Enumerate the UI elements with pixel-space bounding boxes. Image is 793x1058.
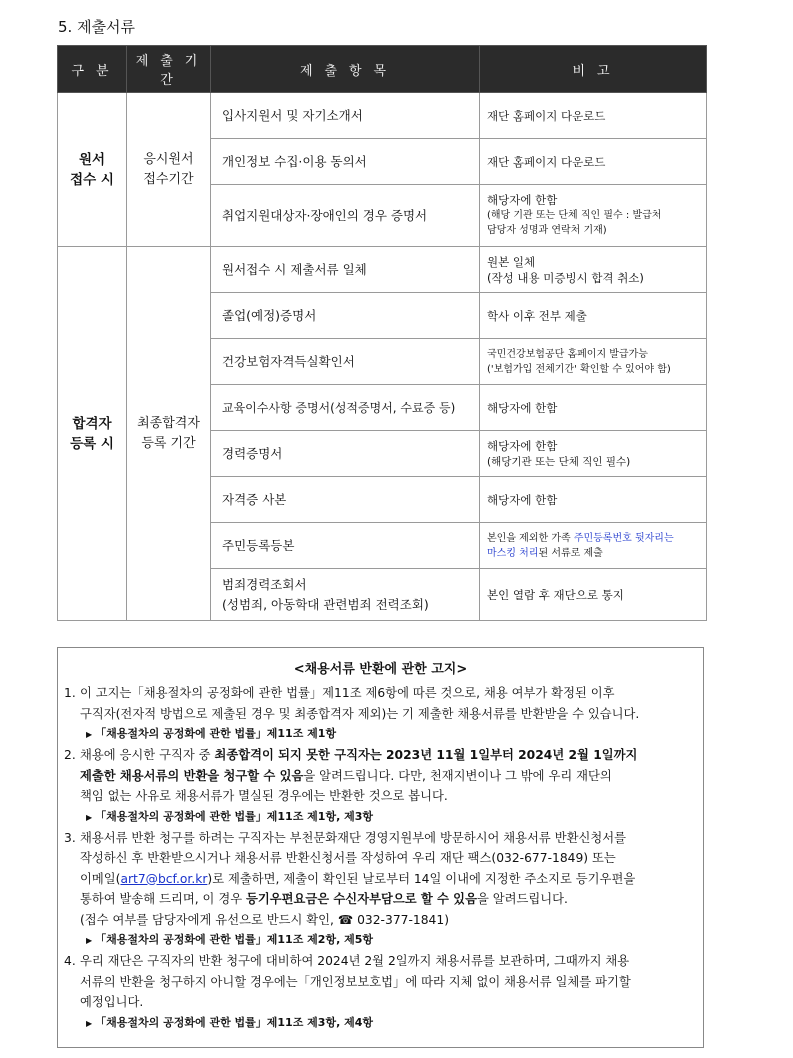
documents-table: [57, 45, 707, 621]
header-note: 비 고: [480, 46, 707, 93]
item-cell: 범죄경력조회서 (성범죄, 아동학대 관련범죄 전력조회): [211, 569, 480, 621]
table-row: [58, 93, 707, 139]
item-cell: 교육이수사항 증명서(성적증명서, 수료증 등): [211, 385, 480, 431]
note-cell: 본인을 제외한 가족 주민등록번호 뒷자리는 마스킹 처리된 서류로 제출: [480, 523, 707, 569]
triangle-bullet-icon: ▶: [86, 1018, 93, 1028]
item-cell: 원서접수 시 제출서류 일체: [211, 247, 480, 293]
note-cell: 본인 열람 후 재단으로 통지: [480, 569, 707, 621]
table-header-row: [58, 46, 707, 93]
notice-title: <채용서류 반환에 관한 고지>: [293, 662, 468, 677]
highlight-text: 마스킹 처리: [487, 547, 539, 559]
note-cell: 재단 홈페이지 다운로드: [480, 139, 707, 185]
item-cell: 자격증 사본: [211, 477, 480, 523]
item-cell: 개인정보 수집·이용 동의서: [211, 139, 480, 185]
highlight-text: 주민등록번호 뒷자리는: [573, 532, 674, 544]
law-reference: ▶ 「채용절차의 공정화에 관한 법률」제11조 제1항, 제3항: [86, 809, 373, 823]
note-cell: 재단 홈페이지 다운로드: [480, 93, 707, 139]
period-registration: 최종합격자 등록 기간: [127, 247, 211, 621]
note-cell: 원본 일체 (작성 내용 미증빙시 합격 취소): [480, 247, 707, 293]
law-reference: ▶ 「채용절차의 공정화에 관한 법률」제11조 제1항: [86, 727, 337, 740]
notice-list: [58, 683, 703, 1034]
header-category: 구 분: [58, 46, 127, 93]
email-link[interactable]: art7@bcf.or.kr: [120, 871, 208, 886]
law-reference: ▶ 「채용절차의 공정화에 관한 법률」제11조 제3항, 제4항: [86, 1015, 373, 1029]
period-application: 응시원서 접수기간: [127, 93, 211, 247]
notice-item: 2. 채용에 응시한 구직자 중 최종합격이 되지 못한 구직자는 2023년 11월 1일부터 2024년 2월 1일까지 제출한 채용서류의 반환을 청구할 수 있음을 알려드립니다. 다만, 천재지변이나 그 밖에 우리 재단의 책임 없는 사유로 채용서류가 멸실된 경우에는 반환한 것으로 봅니다. ▶ 「채용절차의 공정화에 관한 법률」제11조 제1항, 제3항: [64, 745, 689, 828]
item-cell: 경력증명서: [211, 431, 480, 477]
notice-item: 3. 채용서류 반환 청구를 하려는 구직자는 부천문화재단 경영지원부에 방문하시어 채용서류 반환신청서를 작성하신 후 반환받으시거나 채용서류 반환신청서를 작성하여 우리 재단 팩스(032-677-1849) 또는 이메일(art7@bcf.or.kr)로 제출하면, 제출이 확인된 날로부터 14일 이내에 지정한 주소지로 등기우편을 통하여 발송해 드리며, 이 경우 등기우편요금은 수신자부담으로 할 수 있음을 알려드립니다. (접수 여부를 담당자에게 유선으로 반드시 확인, ☎ 032-377-1841) ▶ 「채용절차의 공정화에 관한 법률」제11조 제2항, 제5항: [64, 828, 689, 952]
triangle-bullet-icon: ▶: [86, 936, 93, 945]
triangle-bullet-icon: ▶: [86, 812, 93, 822]
item-cell: 졸업(예정)증명서: [211, 293, 480, 339]
header-item: 제 출 항 목: [211, 46, 480, 93]
item-cell: 건강보험자격득실확인서: [211, 339, 480, 385]
section-title: 5. 제출서류: [58, 18, 136, 36]
law-reference: ▶ 「채용절차의 공정화에 관한 법률」제11조 제2항, 제5항: [86, 933, 373, 946]
header-period: 제 출 기 간: [127, 46, 211, 93]
item-cell: 주민등록등본: [211, 523, 480, 569]
triangle-bullet-icon: ▶: [86, 730, 93, 739]
notice-item: 1. 이 고지는「채용절차의 공정화에 관한 법률」제11조 제6항에 따른 것으로, 채용 여부가 확정된 이후 구직자(전자적 방법으로 제출된 경우 및 최종합격자 제외)는 기 제출한 채용서류를 반환받을 수 있습니다. ▶ 「채용절차의 공정화에 관한 법률」제11조 제1항: [64, 683, 689, 745]
note-cell: 해당자에 한함: [480, 385, 707, 431]
return-notice-box: [57, 647, 704, 1048]
note-cell: 해당자에 한함: [480, 477, 707, 523]
note-cell: 해당자에 한함 (해당기관 또는 단체 직인 필수): [480, 431, 707, 477]
category-registration: 합격자 등록 시: [58, 247, 127, 621]
table-row: [58, 247, 707, 293]
category-application: 원서 접수 시: [58, 93, 127, 247]
note-cell: 학사 이후 전부 제출: [480, 293, 707, 339]
note-cell: 해당자에 한함 (해당 기관 또는 단체 직인 필수 : 발급처 담당자 성명과 연락처 기재): [480, 185, 707, 247]
item-cell: 입사지원서 및 자기소개서: [211, 93, 480, 139]
item-cell: 취업지원대상자·장애인의 경우 증명서: [211, 185, 480, 247]
note-cell: 국민건강보험공단 홈페이지 발급가능 ('보험가입 전체기간' 확인할 수 있어야 함): [480, 339, 707, 385]
notice-item: 4. 우리 재단은 구직자의 반환 청구에 대비하여 2024년 2월 2일까지 채용서류를 보관하며, 그때까지 채용 서류의 반환을 청구하지 아니할 경우에는「개인정보보호법」에 따라 지체 없이 채용서류 일체를 파기할 예정입니다. ▶ 「채용절차의 공정화에 관한 법률」제11조 제3항, 제4항: [64, 951, 689, 1034]
